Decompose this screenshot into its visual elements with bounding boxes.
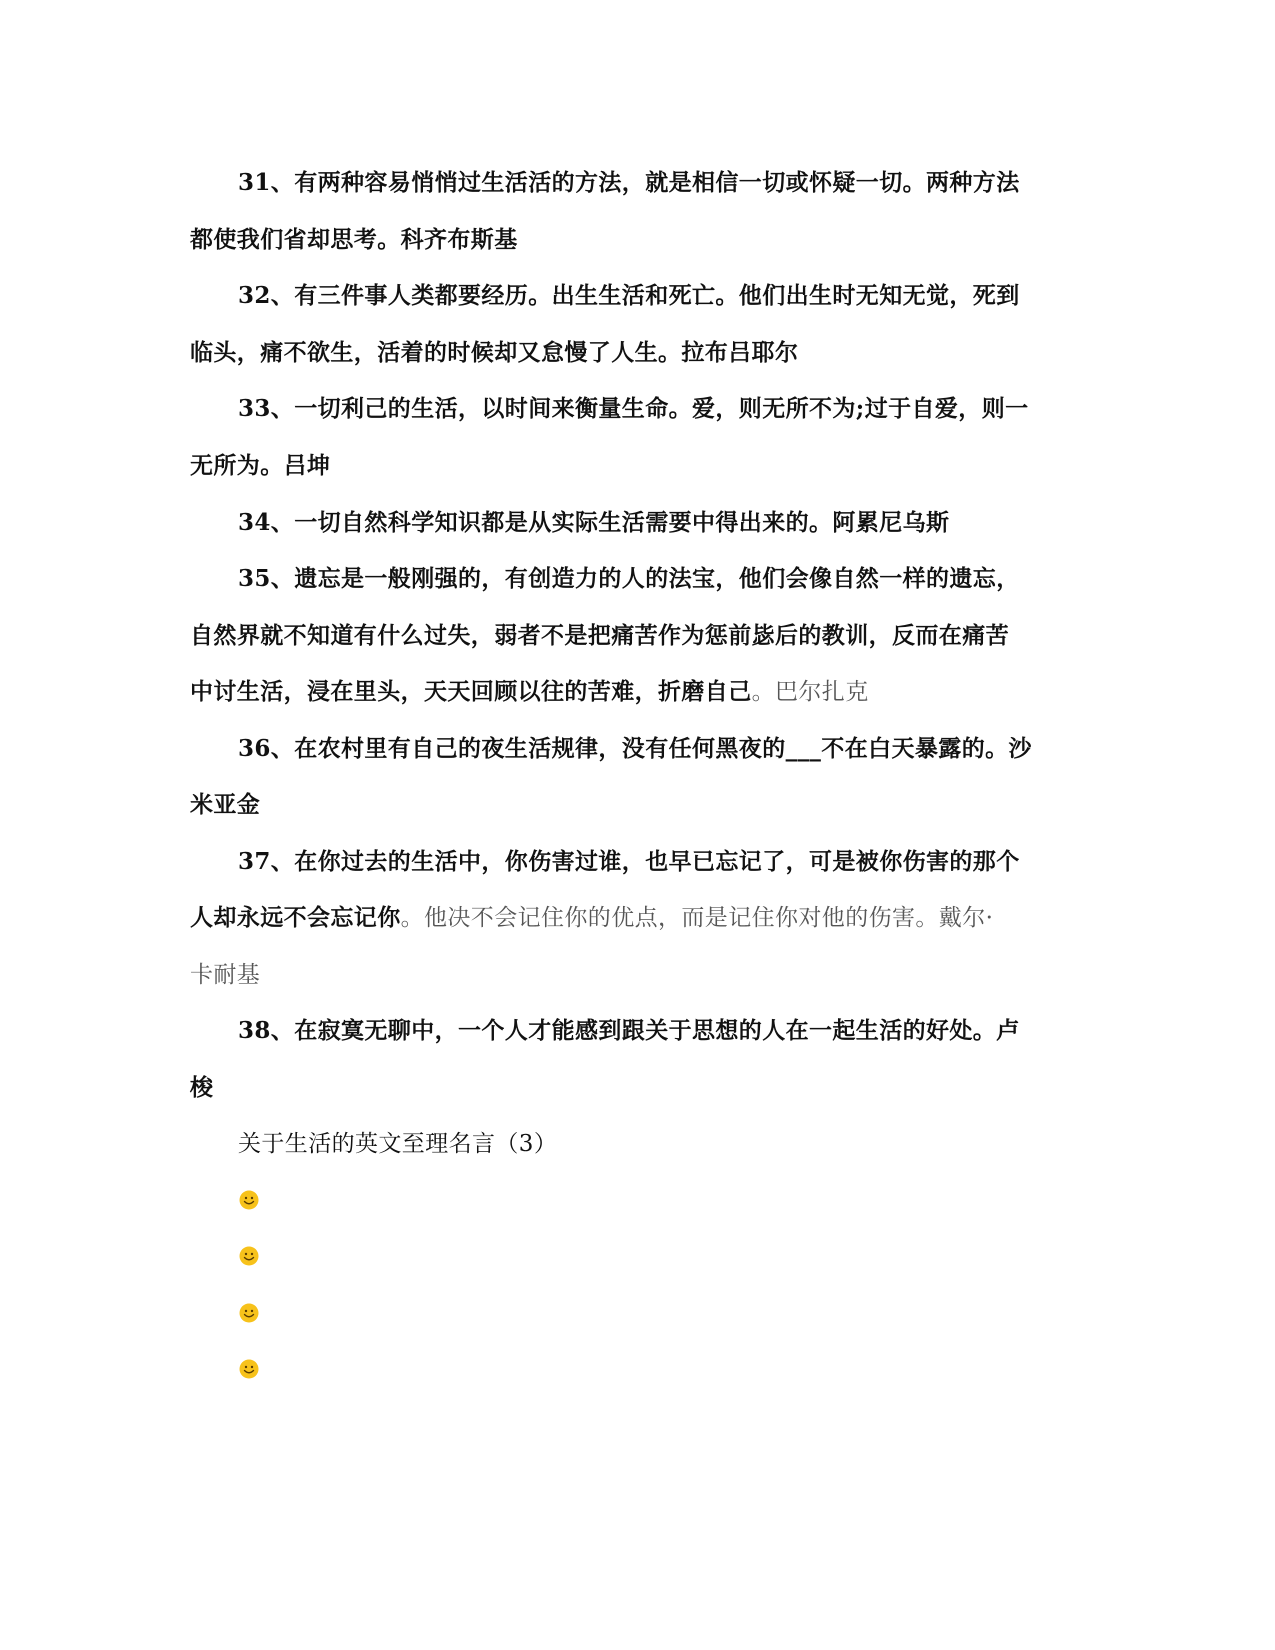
quote-37-continuation: 。他决不会记住你的优点，而是记住你对他的伤害。戴尔· bbox=[400, 905, 994, 931]
section-heading: 关于生活的英文至理名言（3） bbox=[238, 1131, 558, 1157]
quote-37-line-2 bbox=[190, 903, 993, 933]
quote-36-line-2: 米亚金 bbox=[190, 791, 261, 818]
quote-35-line-2: 自然界就不知道有什么过失，弱者不是把痛苦作为惩前毖后的教训，反而在痛苦 bbox=[190, 622, 1009, 649]
smiley-face-icon bbox=[239, 1190, 259, 1210]
quote-32-line-2: 临头，痛不欲生，活着的时候却又怠慢了人生。拉布吕耶尔 bbox=[190, 339, 799, 366]
quote-35-author: 。巴尔扎克 bbox=[751, 679, 869, 705]
smiley-face-icon bbox=[239, 1359, 259, 1379]
quote-37-text-tail: 人却永远不会忘记你 bbox=[190, 904, 401, 931]
quote-34-line-1: 34、一切自然科学知识都是从实际生活需要中得出来的。阿累尼乌斯 bbox=[238, 509, 950, 536]
smiley-face-icon bbox=[239, 1246, 259, 1266]
quote-36-line-1: 36、在农村里有自己的夜生活规律，没有任何黑夜的___不在白天暴露的。沙 bbox=[238, 735, 1032, 762]
quote-35-text-tail: 中讨生活，浸在里头，天天回顾以往的苦难，折磨自己 bbox=[190, 678, 752, 705]
quote-33-line-2: 无所为。吕坤 bbox=[190, 452, 331, 479]
quote-31-line-1: 31、有两种容易悄悄过生活活的方法，就是相信一切或怀疑一切。两种方法 bbox=[238, 169, 1020, 196]
quote-35-line-1: 35、遗忘是一般刚强的，有创造力的人的法宝，他们会像自然一样的遗忘， bbox=[238, 565, 1020, 592]
quote-33-line-1: 33、一切利己的生活，以时间来衡量生命。爱，则无所不为;过于自爱，则一 bbox=[238, 395, 1029, 422]
quote-31-line-2: 都使我们省却思考。科齐布斯基 bbox=[190, 226, 518, 253]
smiley-face-icon bbox=[239, 1303, 259, 1323]
quote-37-author: 卡耐基 bbox=[190, 962, 261, 988]
quote-38-line-2: 梭 bbox=[190, 1074, 214, 1101]
quote-38-line-1: 38、在寂寞无聊中，一个人才能感到跟关于思想的人在一起生活的好处。卢 bbox=[238, 1017, 1020, 1044]
quote-32-line-1: 32、有三件事人类都要经历。出生生活和死亡。他们出生时无知无觉，死到 bbox=[238, 282, 1020, 309]
quote-35-line-3 bbox=[190, 677, 869, 707]
quote-37-line-1: 37、在你过去的生活中，你伤害过谁，也早已忘记了，可是被你伤害的那个 bbox=[238, 848, 1020, 875]
